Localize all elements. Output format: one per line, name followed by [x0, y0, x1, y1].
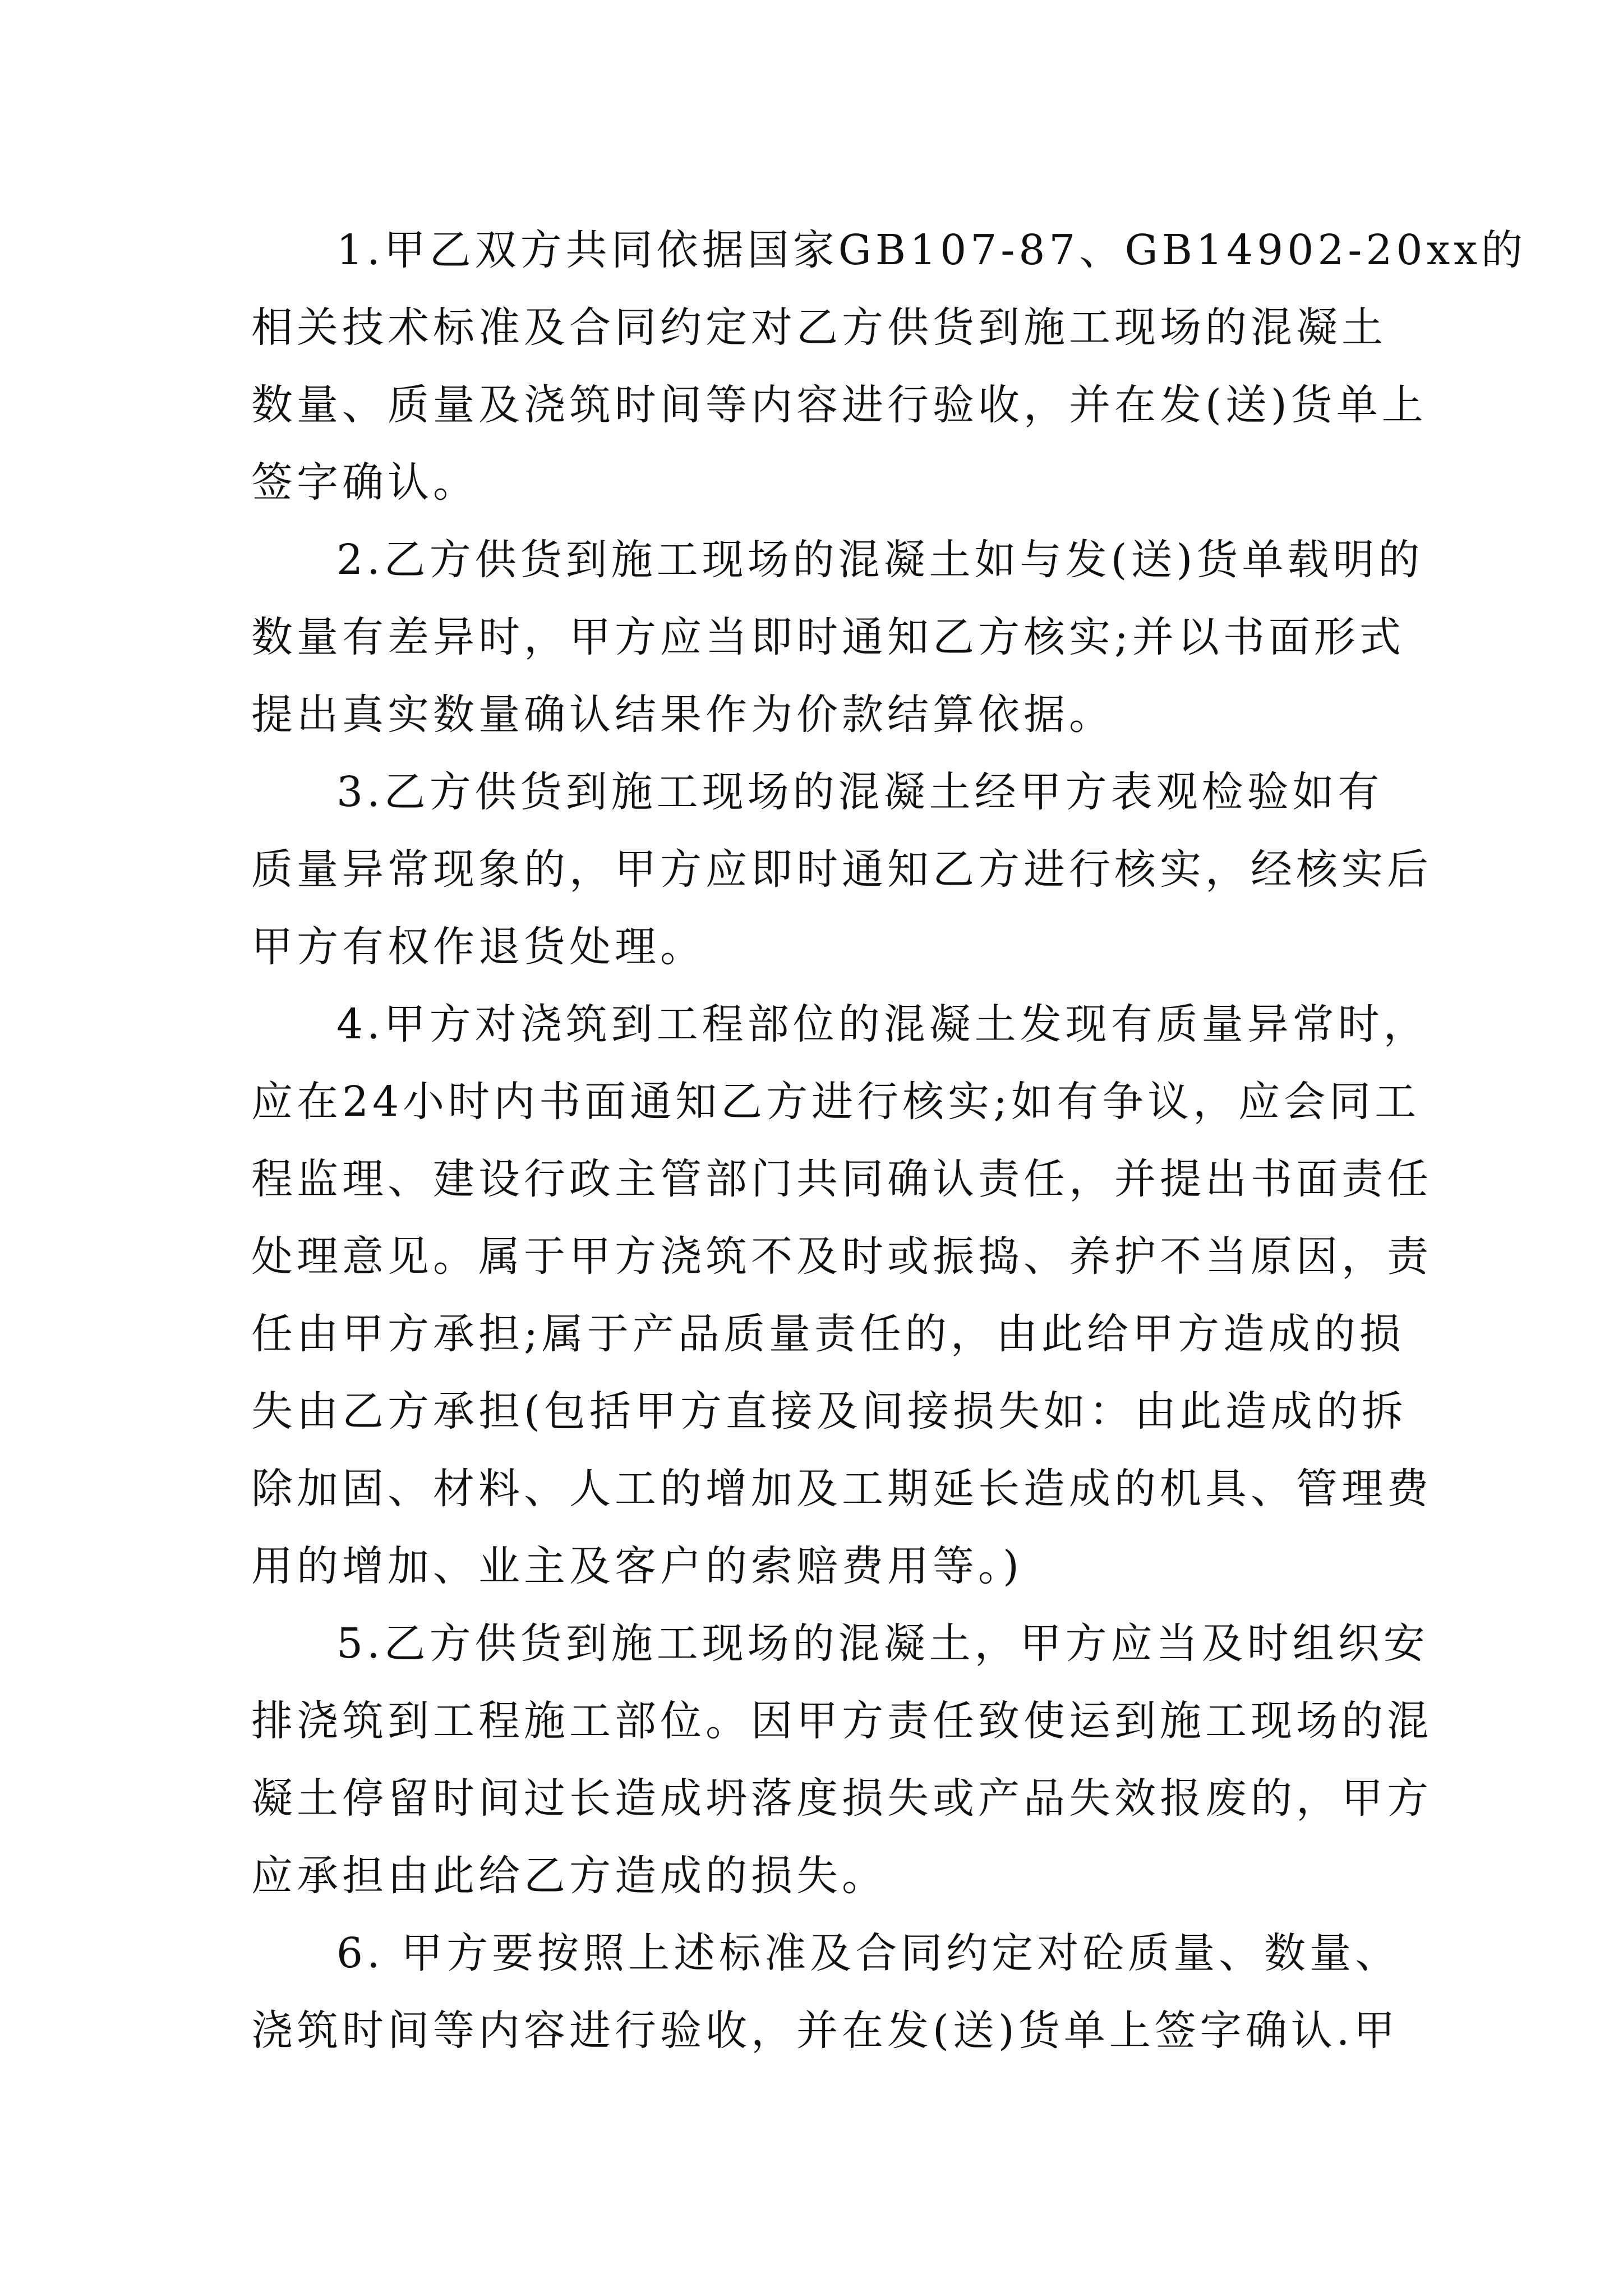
paragraph-4-line-1: 4.甲方对浇筑到工程部位的混凝土发现有质量异常时， [336, 1000, 1429, 1048]
paragraph-1-line-3: 数量、质量及浇筑时间等内容进行验收，并在发(送)货单上 [251, 381, 1427, 429]
paragraph-2-line-2: 数量有差异时，甲方应当即时通知乙方核实;并以书面形式 [251, 613, 1405, 661]
paragraph-5-line-3: 凝土停留时间过长造成坍落度损失或产品失效报废的，甲方 [251, 1774, 1432, 1823]
paragraph-5-line-1: 5.乙方供货到施工现场的混凝土，甲方应当及时组织安 [336, 1619, 1429, 1668]
paragraph-5-line-4: 应承担由此给乙方造成的损失。 [251, 1852, 887, 1900]
paragraph-3-line-3: 甲方有权作退货处理。 [251, 923, 706, 971]
paragraph-3-line-1: 3.乙方供货到施工现场的混凝土经甲方表观检验如有 [336, 768, 1384, 816]
paragraph-1-line-1: 1.甲乙双方共同依据国家GB107-87、GB14902-20xx的 [336, 226, 1527, 274]
paragraph-2-line-1: 2.乙方供货到施工现场的混凝土如与发(送)货单载明的 [336, 536, 1424, 584]
paragraph-4-line-7: 除加固、材料、人工的增加及工期延长造成的机具、管理费 [251, 1465, 1432, 1513]
paragraph-4-line-3: 程监理、建设行政主管部门共同确认责任，并提出书面责任 [251, 1155, 1432, 1203]
paragraph-4-line-6: 失由乙方承担(包括甲方直接及间接损失如：由此造成的拆 [251, 1387, 1407, 1435]
paragraph-4-line-4: 处理意见。属于甲方浇筑不及时或振捣、养护不当原因，责 [251, 1232, 1432, 1281]
paragraph-1-line-2: 相关技术标准及合同约定对乙方供货到施工现场的混凝土 [251, 303, 1387, 352]
paragraph-4-line-8: 用的增加、业主及客户的索赔费用等。) [251, 1542, 1023, 1590]
paragraph-2-line-3: 提出真实数量确认结果作为价款结算依据。 [251, 691, 1114, 739]
paragraph-4-line-2: 应在24小时内书面通知乙方进行核实;如有争议，应会同工 [251, 1078, 1421, 1126]
paragraph-1-line-4: 签字确认。 [251, 458, 478, 507]
paragraph-6-line-2: 浇筑时间等内容进行验收，并在发(送)货单上签字确认.甲 [251, 2007, 1399, 2055]
paragraph-6-line-1: 6. 甲方要按照上述标准及合同约定对砼质量、数量、 [336, 1929, 1401, 1977]
paragraph-4-line-5: 任由甲方承担;属于产品质量责任的，由此给甲方造成的损 [251, 1310, 1405, 1358]
paragraph-3-line-2: 质量异常现象的，甲方应即时通知乙方进行核实，经核实后 [251, 845, 1432, 894]
paragraph-5-line-2: 排浇筑到工程施工部位。因甲方责任致使运到施工现场的混 [251, 1697, 1432, 1745]
